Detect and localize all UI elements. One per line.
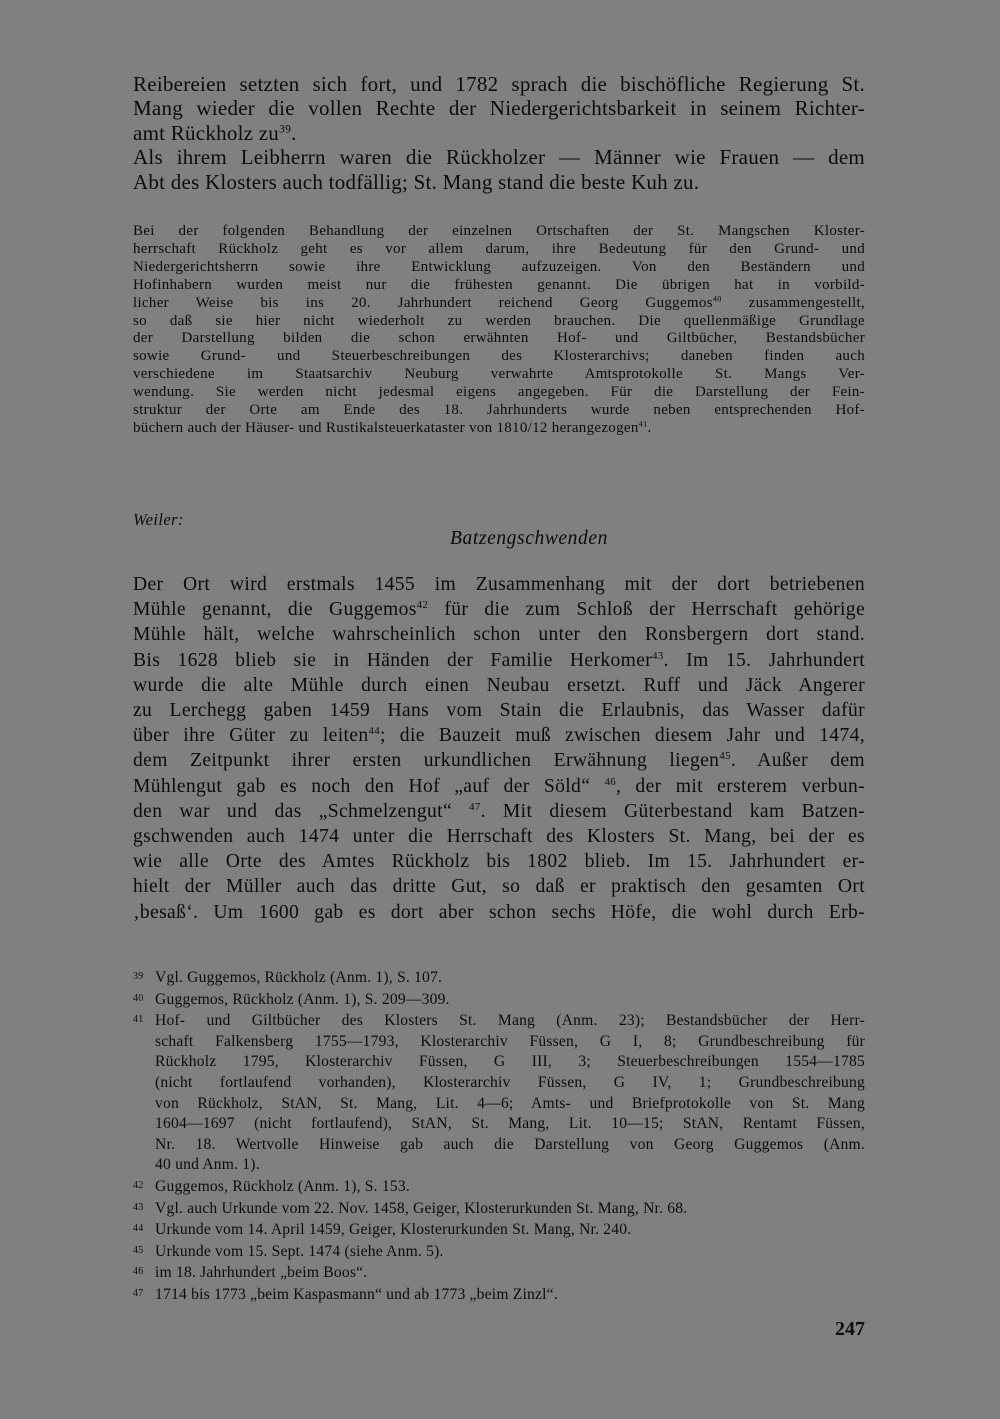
text-line: wie alle Orte des Amtes Rückholz bis 1802 blieb. Im 15. Jahrhundert er- xyxy=(133,851,865,873)
text-line: ‚besaß‘. Um 1600 gab es dort aber schon sechs Höfe, die wohl durch Erb- xyxy=(133,901,865,923)
text-line: struktur der Orte am Ende des 18. Jahrhunderts wurde neben entsprechenden Hof- xyxy=(133,402,865,419)
text-line: licher Weise bis ins 20. Jahrhundert reichend Georg Guggemos$^{40}$ zusammengestellt, xyxy=(133,294,865,311)
text-line: gschwenden auch 1474 unter die Herrschaft des Klosters St. Mang, bei der es xyxy=(133,826,865,848)
footnote-line: 40 und Anm. 1). xyxy=(155,1156,260,1174)
footnote-41: 41 Hof- und Giltbücher des Klosters St. Mang (Anm. 23); Bestandsbücher der Herr- xyxy=(133,1012,865,1030)
text-line: Bei der folgenden Behandlung der einzelnen Ortschaften der St. Mangschen Kloster- xyxy=(133,223,865,240)
footnotes xyxy=(133,967,865,1306)
footnote-ref[interactable]: 47 xyxy=(469,800,481,813)
text-line: Mang wieder die vollen Rechte der Niedergerichtsbarkeit in seinem Richter- xyxy=(133,96,865,121)
text-line: zu Lerchegg gaben 1459 Hans vom Stain die Erlaubnis, das Wasser dafür xyxy=(133,700,865,722)
footnote-40: 40 Guggemos, Rückholz (Anm. 1), S. 209—309. xyxy=(133,990,450,1008)
footnote-line: schaft Falkensberg 1755—1793, Klosterarchiv Füssen, G I, 8; Grundbeschreibung für xyxy=(155,1032,865,1050)
text-line: so daß sie hier nicht wiederholt zu werden brauchen. Die quellenmäßige Grundlage xyxy=(133,312,865,329)
main-paragraph xyxy=(133,572,865,925)
footnote-ref[interactable]: 43 xyxy=(652,649,664,662)
footnote-46: 46 im 18. Jahrhundert „beim Boos“. xyxy=(133,1264,368,1282)
text-line: der Darstellung bilden die schon erwähnten Hof- und Giltbücher, Bestandsbücher xyxy=(133,330,865,347)
footnote-line: von Rückholz, StAN, St. Mang, Lit. 4—6; Amts- und Briefprotokolle von St. Mang xyxy=(155,1094,865,1112)
text-line: über ihre Güter zu leiten$^{44}$; die Bauzeit muß zwischen diesem Jahr und 1474, xyxy=(133,725,865,747)
text-line: Bis 1628 blieb sie in Händen der Familie Herkomer$^{43}$. Im 15. Jahrhundert xyxy=(133,649,865,671)
text-line: Als ihrem Leibherrn waren die Rückholzer — Männer wie Frauen — dem xyxy=(133,145,865,170)
method-note-paragraph xyxy=(133,223,865,438)
footnote-ref[interactable]: 39 xyxy=(279,123,292,136)
text-line: sowie Grund- und Steuerbeschreibungen des Klosterarchivs; daneben finden auch xyxy=(133,348,865,365)
text-line: amt Rückholz $zu^{39}$. xyxy=(133,120,297,145)
text-line: Reibereien setzten sich fort, und 1782 sprach die bischöfliche Regierung St. xyxy=(133,72,865,96)
footnote-line: 1604—1697 (nicht fortlaufend), StAN, St. Mang, Lit. 10—15; StAN, Rentamt Füssen, xyxy=(155,1115,865,1133)
text-line: Abt des Klosters auch todfällig; St. Mang stand die beste Kuh zu. xyxy=(133,169,700,194)
text-line: Der Ort wird erstmals 1455 im Zusammenhang mit der dort betriebenen xyxy=(133,574,865,595)
footnote-line: Nr. 18. Wertvolle Hinweise gab auch die Darstellung von Georg Guggemos (Anm. xyxy=(155,1135,865,1153)
text-line: Hofinhabern wurden meist nur die frühesten genannt. Die übrigen hat in vorbild- xyxy=(133,276,865,293)
footnote-39: 39 Vgl. Guggemos, Rückholz (Anm. 1), S. 107. xyxy=(133,969,443,986)
text-line: wendung. Sie werden nicht jedesmal eigens angegeben. Für die Darstellung der Fein- xyxy=(133,384,865,401)
text-line: verschiedene im Staatsarchiv Neuburg verwahrte Amtsprotokolle St. Mangs Ver- xyxy=(133,366,865,383)
intro-paragraph xyxy=(133,72,865,194)
footnote-42: 42 Guggemos, Rückholz (Anm. 1), S. 153. xyxy=(133,1177,410,1195)
footnote-43: 43 Vgl. auch Urkunde vom 22. Nov. 1458, Geiger, Klosterurkunden St. Mang, Nr. 68. xyxy=(133,1199,688,1217)
footnote-ref[interactable]: 46 xyxy=(604,775,616,788)
text-line: den war und das „Schmelzengut“ $^{47}$. Mit diesem Güterbestand kam Batzen- xyxy=(133,800,865,822)
footnote-44: 44 Urkunde vom 14. April 1459, Geiger, Klosterurkunden St. Mang, Nr. 240. xyxy=(133,1221,632,1239)
footnote-ref[interactable]: 41 xyxy=(638,419,648,429)
text-line: Mühle hält, welche wahrscheinlich schon unter den Ronsbergern dort stand. xyxy=(133,624,865,646)
footnote-ref[interactable]: 40 xyxy=(712,294,722,304)
page-number: 247 xyxy=(835,1318,865,1340)
footnote-ref[interactable]: 42 xyxy=(416,599,429,612)
text-line: Niedergerichtsherrn sowie ihre Entwicklung aufzuzeigen. Von den Beständern und xyxy=(133,258,865,275)
section-label: Weiler: xyxy=(133,510,184,529)
footnote-line: Rückholz 1795, Klosterarchiv Füssen, G III, 3; Steuerbeschreibungen 1554—1785 xyxy=(155,1053,865,1071)
text-line: hielt der Müller auch das dritte Gut, so daß er praktisch den gesamten Ort xyxy=(133,876,865,898)
section-heading: Batzengschwenden xyxy=(450,528,608,549)
text-line: herrschaft Rückholz geht es vor allem darum, ihre Bedeutung für den Grund- und xyxy=(133,240,865,257)
footnote-line: (nicht fortlaufend vorhanden), Klosterarchiv Füssen, G IV, 1; Grundbeschreibung xyxy=(155,1073,865,1091)
text-line: Mühlengut gab es noch den Hof „auf der Söld“ $^{46}$, der mit ersterem verbun- xyxy=(133,775,865,797)
text-line: Mühle genannt, die Guggemos$^{42}$ für die zum Schloß der Herrschaft gehörige xyxy=(133,599,865,621)
text-line: dem Zeitpunkt ihrer ersten urkundlichen Erwähnung liegen$^{45}$. Außer dem xyxy=(133,750,865,772)
page-content xyxy=(133,72,865,1303)
footnote-45: 45 Urkunde vom 15. Sept. 1474 (siehe Anm. 5). xyxy=(133,1242,444,1260)
footnote-ref[interactable]: 45 xyxy=(719,750,731,763)
footnote-47: 47 1714 bis 1773 „beim Kaspasmann“ und ab 1773 „beim Zinzl“. xyxy=(133,1285,558,1303)
text-line: büchern auch der Häuser- und Rustikalsteuerkataster von 1810/12 herangezogen$^{41}$. xyxy=(133,419,652,436)
text-line: wurde die alte Mühle durch einen Neubau ersetzt. Ruff und Jäck Angerer xyxy=(133,674,865,696)
footnote-ref[interactable]: 44 xyxy=(368,725,380,738)
